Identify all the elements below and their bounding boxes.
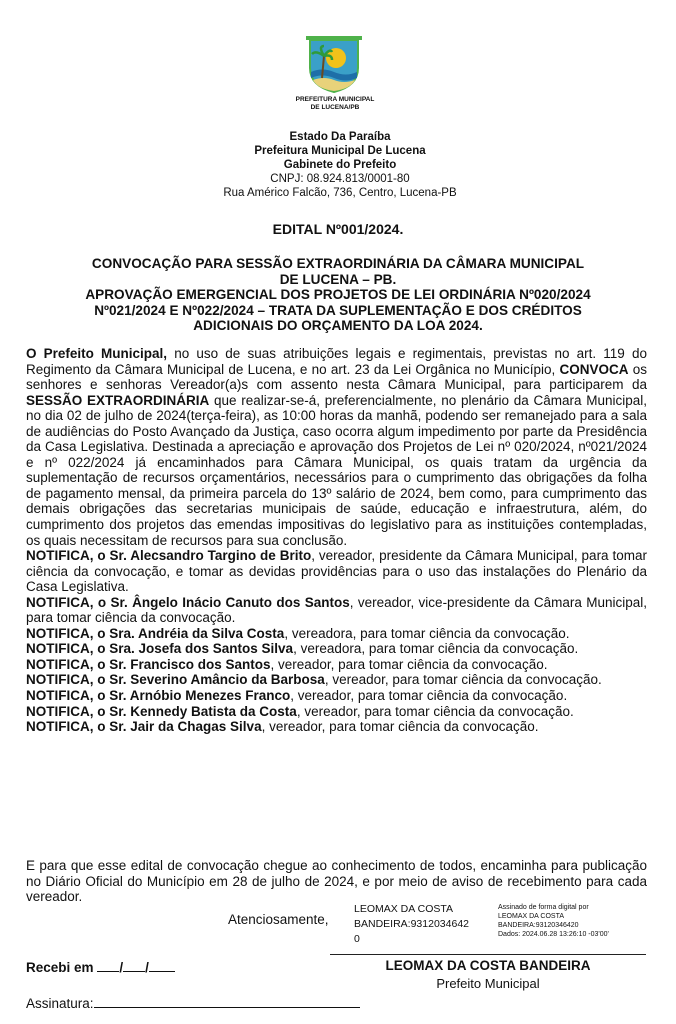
- convocation-heading: [26, 256, 650, 334]
- main-paragraph-text1: no uso de suas atribuições legais e regimentais, previstas no art. 119 do Regimento da Câmara Municipal de Lucena, e no art. 23 da Lei Orgânica no Município,: [26, 346, 647, 377]
- closing-paragraph: E para que esse edital de convocação chegue ao conhecimento de todos, encaminha para publicação no Diário Oficial do Município em 28 de julho de 2024, e por meio de aviso de recebimento para cada vereador.: [26, 858, 647, 905]
- signature-info-line3: BANDEIRA:93120346420: [498, 922, 579, 929]
- convocation-line4: Nº021/2024 E Nº022/2024 – TRATA DA SUPLEMENTAÇÃO E DOS CRÉDITOS: [94, 302, 582, 318]
- convocation-line2: DE LUCENA – PB.: [279, 271, 397, 287]
- assinatura-blank: [94, 994, 360, 1008]
- header-gabinete: Gabinete do Prefeito: [283, 159, 397, 171]
- convocation-line3: APROVAÇÃO EMERGENCIAL DOS PROJETOS DE LEI ORDINÁRIA Nº020/2024: [85, 287, 591, 302]
- document-header: [180, 130, 500, 200]
- receipt-year-blank: [149, 958, 175, 972]
- notification-bold: NOTIFICA, o Sr. Kennedy Batista da Costa: [26, 703, 297, 719]
- signature-info-line2: LEOMAX DA COSTA: [498, 913, 564, 920]
- notification-text: , vereador, para tomar ciência da convocação.: [296, 703, 574, 719]
- document-body: [26, 346, 647, 735]
- assinatura-field: [26, 994, 360, 1011]
- logo-caption-line2: DE LUCENA/PB: [310, 104, 360, 111]
- main-paragraph-sessao: SESSÃO EXTRAORDINÁRIA: [26, 392, 210, 408]
- digital-signature-info: [498, 903, 648, 939]
- signature-name-line1: LEOMAX DA COSTA: [354, 903, 453, 915]
- main-paragraph-text2: os senhores e senhoras Vereador(a)s com assento nesta Câmara Municipal, para participarem da: [26, 361, 648, 393]
- notification-bold: NOTIFICA, o Sra. Andréia da Silva Costa: [26, 625, 285, 641]
- assinatura-label: Assinatura:: [26, 996, 94, 1011]
- notification-text: , vereador, para tomar ciência da convocação.: [261, 719, 539, 735]
- signer-title: Prefeito Municipal: [436, 976, 540, 991]
- lucena-coat-of-arms-icon: [302, 34, 366, 94]
- main-paragraph: [26, 346, 647, 548]
- receipt-date: [26, 958, 175, 975]
- receipt-day-blank: [97, 958, 119, 972]
- notification-item: [26, 657, 647, 673]
- main-paragraph-subject: O Prefeito Municipal,: [26, 346, 168, 361]
- notification-bold: NOTIFICA, o Sr. Ângelo Inácio Canuto dos Santos: [26, 594, 350, 610]
- notification-bold: NOTIFICA, o Sr. Jair da Chagas Silva: [26, 719, 262, 735]
- notification-text: , vereador, para tomar ciência da convocação.: [324, 672, 602, 688]
- main-paragraph-text3: que realizar-se-á, preferencialmente, no plenário da Câmara Municipal, no dia 02 de julho de 2024(terça-feira), as 10:00 horas da manhã, podendo ser remanejado para a sala de audiências do Posto Avançado da Justiça, caso ocorra algum impedimento por parte da Presidência da Casa Legislativa. Destinada a apreciação e aprovação dos Projetos de Lei nº 020/2024, nº021/2024 e nº 022/2024 já encaminhados para Câmara Municipal, os quais tratam da urgência da suplementação de recursos orçamentários, necessários para o cumprimento das obrigações da folha de pagamento mensal, da primeira parcela do 13º salário de 2024, bem como, para cumprimento das demais obrigações das secretarias municipais de saúde, educação e infraestrutura, além, do cumprimento dos projetos das emendas impositivas do legislativo para as instituições contempladas, os quais necessitam de recursos para sua conclusão.: [26, 392, 647, 548]
- notification-item: [26, 672, 647, 688]
- notification-item: [26, 548, 647, 595]
- receipt-slash2: /: [145, 960, 149, 975]
- receipt-slash1: /: [119, 960, 124, 975]
- notification-bold: NOTIFICA, o Sr. Francisco dos Santos: [26, 656, 271, 672]
- signature-info-line1: Assinado de forma digital por: [498, 904, 589, 911]
- header-state: Estado Da Paraíba: [289, 131, 391, 143]
- notification-bold: NOTIFICA, o Sr. Alecsandro Targino de Brito: [26, 548, 312, 564]
- notification-bold: NOTIFICA, o Sr. Severino Amâncio da Barbosa: [26, 672, 325, 688]
- receipt-month-blank: [123, 958, 145, 972]
- notification-text: , vereador, presidente da Câmara Municipal, para tomar ciência da convocação, e tomar as devidas providências para o uso das instalações do Plenário da Casa Legislativa.: [26, 548, 647, 595]
- notification-text: , vereador, vice-presidente da Câmara Municipal, para tomar ciência da convocação.: [26, 594, 647, 626]
- header-cnpj: CNPJ: 08.924.813/0001-80: [270, 173, 410, 185]
- receipt-label: Recebi em: [26, 960, 94, 975]
- notification-item: [26, 595, 647, 626]
- notification-item: [26, 704, 647, 720]
- signature-name-line2: BANDEIRA:9312034642: [354, 918, 469, 930]
- notification-item: [26, 688, 647, 704]
- header-prefeitura: Prefeitura Municipal De Lucena: [254, 145, 426, 157]
- notification-item: [26, 641, 647, 657]
- digital-signature-name: [354, 902, 494, 947]
- notification-text: , vereador, para tomar ciência da convocação.: [290, 688, 568, 704]
- edital-title: EDITAL Nº001/2024.: [272, 221, 404, 237]
- convocation-line5: ADICIONAIS DO ORÇAMENTO DA LOA 2024.: [193, 318, 483, 333]
- signer-name: LEOMAX DA COSTA BANDEIRA: [385, 958, 591, 973]
- signature-info-line4: Dados: 2024.06.28 13:26:10 -03'00': [498, 931, 609, 938]
- main-paragraph-convoca: CONVOCA: [559, 361, 629, 377]
- logo-caption-line1: PREFEITURA MUNICIPAL: [295, 96, 375, 103]
- atenciosamente: Atenciosamente,: [228, 912, 329, 927]
- signature-line: [330, 954, 646, 955]
- notification-text: , vereadora, para tomar ciência da convocação.: [293, 641, 579, 657]
- convocation-line1: CONVOCAÇÃO PARA SESSÃO EXTRAORDINÁRIA DA CÂMARA MUNICIPAL: [91, 256, 585, 271]
- notification-item: [26, 719, 647, 735]
- signature-name-line3: 0: [354, 933, 360, 945]
- header-address: Rua Américo Falcão, 736, Centro, Lucena-PB: [223, 187, 457, 199]
- notification-bold: NOTIFICA, o Sr. Arnóbio Menezes Franco: [26, 688, 291, 704]
- notification-item: [26, 626, 647, 642]
- notification-bold: NOTIFICA, o Sra. Josefa dos Santos Silva: [26, 641, 294, 657]
- notification-text: , vereadora, para tomar ciência da convocação.: [284, 625, 570, 641]
- notification-text: , vereador, para tomar ciência da convocação.: [270, 656, 548, 672]
- logo-caption: [270, 96, 400, 112]
